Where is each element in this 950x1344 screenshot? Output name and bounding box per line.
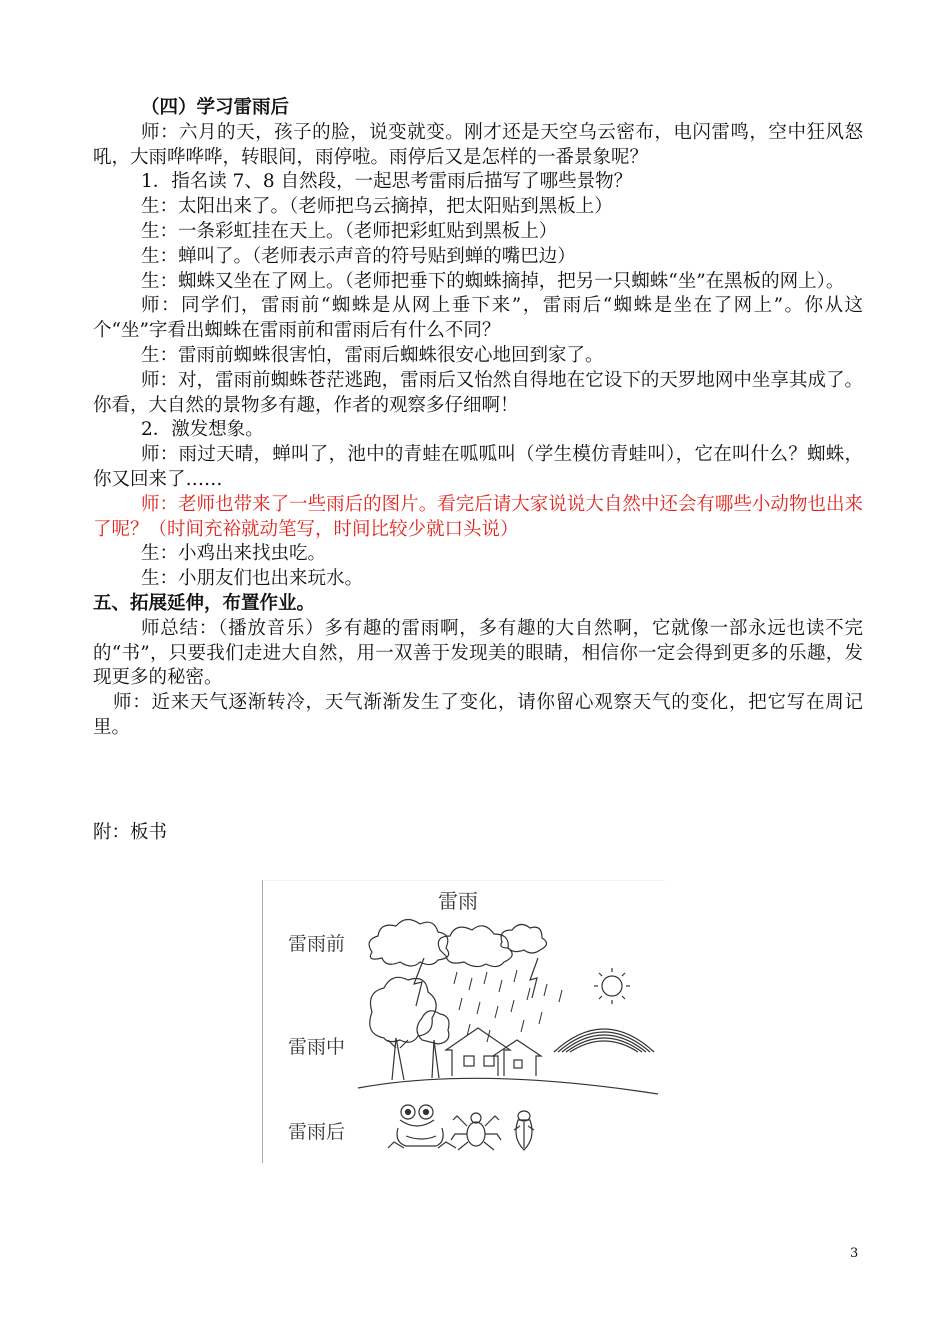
- cicada-icon: [514, 1111, 534, 1150]
- house-icon: [446, 1028, 541, 1076]
- paragraph: 生：太阳出来了。（老师把乌云摘掉，把太阳贴到黑板上）: [141, 196, 613, 218]
- paragraph: 生：一条彩虹挂在天上。（老师把彩虹贴到黑板上）: [141, 220, 558, 242]
- paragraph: 生：蝉叫了。（老师表示声音的符号贴到蝉的嘴巴边）: [141, 245, 576, 267]
- paragraph: 师：六月的天，孩子的脸，说变就变。刚才还是天空乌云密布，电闪雷鸣，空中狂风怒吼，大雨哗哗哗，转眼间，雨停啦。雨停后又是怎样的一番景象呢？: [93, 121, 863, 168]
- paragraph: 五、拓展延伸，布置作业。: [93, 592, 316, 614]
- tree-icon: [370, 977, 449, 1080]
- blackboard-illustration: [262, 880, 665, 1163]
- paragraph: 师：老师也带来了一些雨后的图片。看完后请大家说说大自然中还会有哪些小动物也出来了呢？（时间充裕就动笔写，时间比较少就口头说）: [93, 493, 863, 540]
- paragraph: 师：同学们，雷雨前“蜘蛛是从网上垂下来”，雷雨后“蜘蛛是坐在了网上”。你从这个“坐”字看出蜘蛛在雷雨前和雷雨后有什么不同？: [93, 295, 863, 342]
- paragraph: （四）学习雷雨后: [141, 97, 290, 118]
- label-before: 雷雨前: [288, 933, 346, 955]
- paragraph: 师：近来天气逐渐转冷，天气渐渐发生了变化，请你留心观察天气的变化，把它写在周记里。: [93, 692, 863, 738]
- paragraph: 师：雨过天晴，蝉叫了，池中的青蛙在呱呱叫（学生模仿青蛙叫），它在叫什么？蜘蛛，你又回来了……: [93, 444, 863, 490]
- paragraph: 生：雷雨前蜘蛛很害怕，雷雨后蜘蛛很安心地回到家了。: [141, 344, 604, 366]
- paragraph: 师总结：（播放音乐）多有趣的雷雨啊，多有趣的大自然啊，它就像一部永远也读不完的“书”，只要我们走进大自然，用一双善于发现美的眼睛，相信你一定会得到更多的乐趣，发现更多的秘密。: [93, 617, 863, 689]
- page-number: 3: [850, 1246, 859, 1261]
- label-after: 雷雨后: [288, 1121, 346, 1143]
- cloud-icon: [369, 919, 449, 966]
- rain-icon: [454, 970, 562, 1042]
- paragraph: 1．指名读 7、8 自然段，一起思考雷雨后描写了哪些景物？: [141, 171, 633, 193]
- sun-icon: [594, 968, 630, 1004]
- rainbow-icon: [554, 1029, 654, 1052]
- lightning-icon: [530, 958, 538, 998]
- ground-line: [358, 1078, 658, 1094]
- paragraph: 2．激发想象。: [141, 419, 264, 441]
- frog-icon: [388, 1105, 456, 1148]
- cloud-icon: [501, 924, 547, 953]
- appendix-label: 附：板书: [93, 822, 168, 843]
- paragraph: 生：小鸡出来找虫吃。: [141, 543, 327, 565]
- paragraph: 生：小朋友们也出来玩水。: [141, 568, 364, 590]
- body-text: [93, 96, 863, 741]
- board-title: 雷雨: [438, 889, 478, 913]
- paragraph: 师：对，雷雨前蜘蛛苍茫逃跑，雷雨后又怡然自得地在它设下的天罗地网中坐享其成了。你看，大自然的景物多有趣，作者的观察多仔细啊！: [93, 369, 863, 416]
- paragraph: 生：蜘蛛又坐在了网上。（老师把垂下的蜘蛛摘掉，把另一只蜘蛛“坐”在黑板的网上）。: [141, 270, 845, 292]
- spider-icon: [451, 1113, 501, 1150]
- label-during: 雷雨中: [288, 1036, 346, 1058]
